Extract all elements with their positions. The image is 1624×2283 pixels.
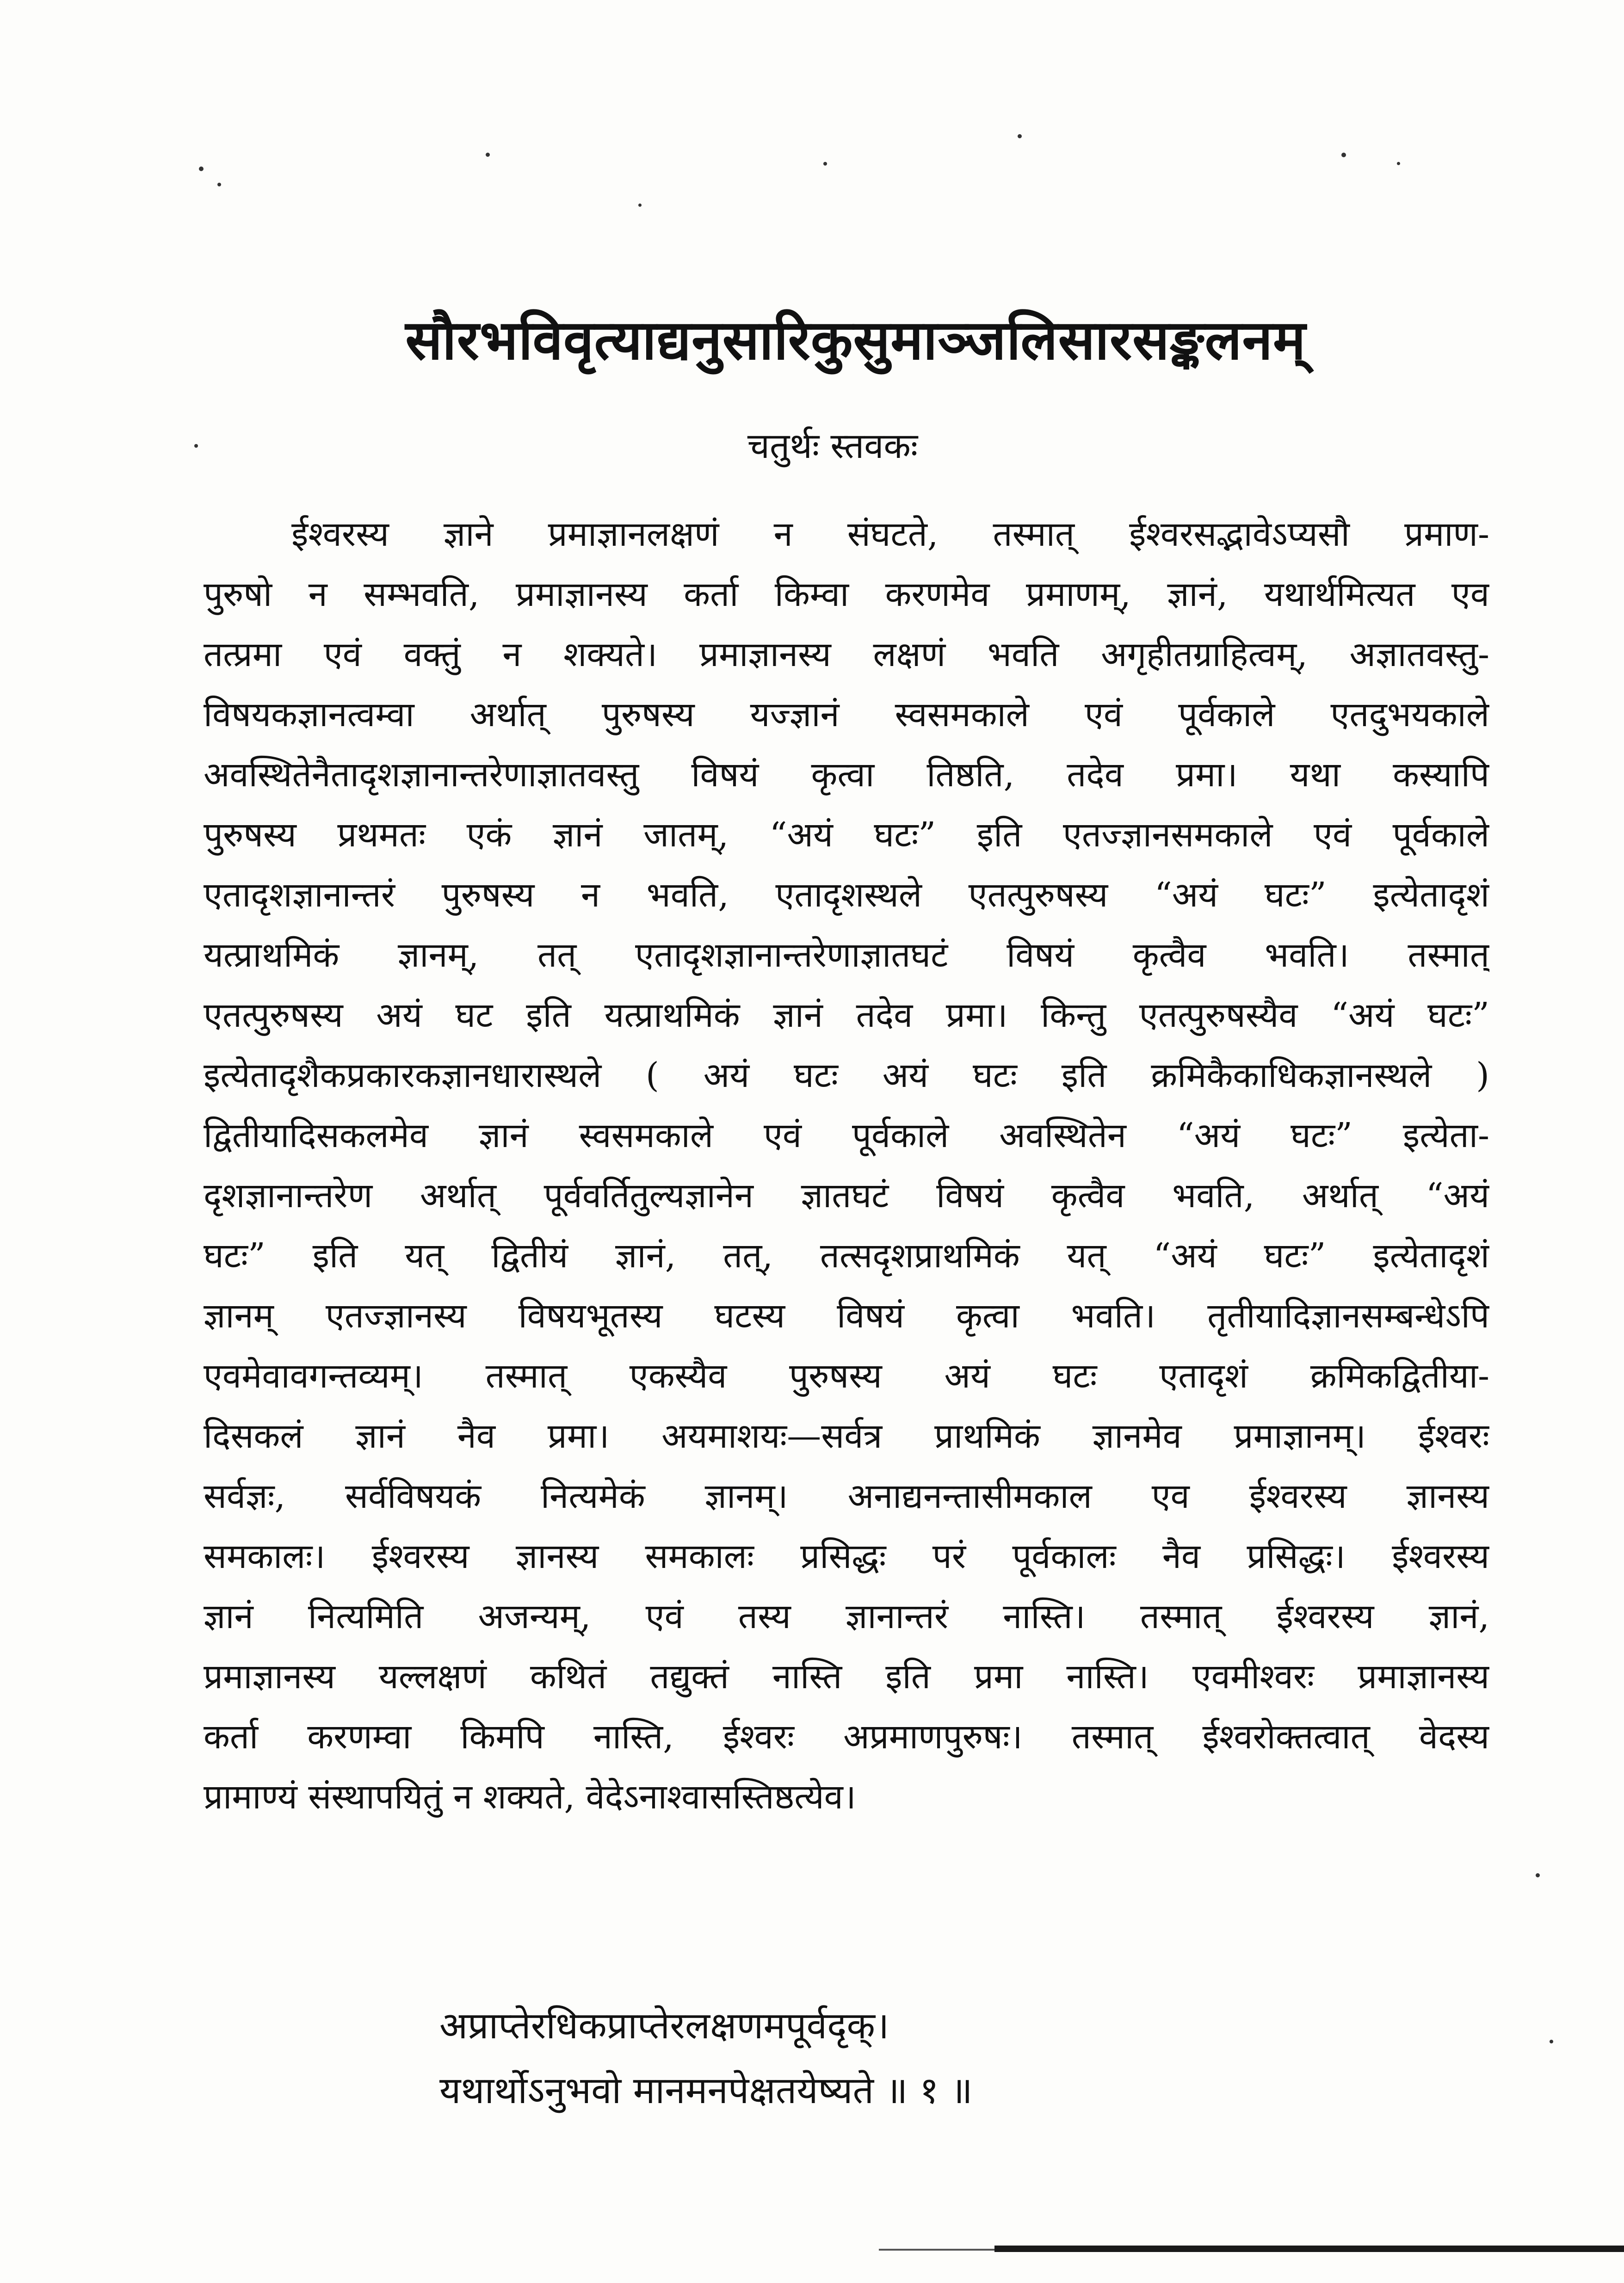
body-line: घटः” इति यत् द्वितीयं ज्ञानं, तत्, तत्सदृशप्राथमिकं यत् “अयं घटः” इत्येतादृशं [204, 1236, 1489, 1276]
body-line: एवमेवावगन्तव्यम्। तस्मात् एकस्यैव पुरुषस्य अयं घटः एतादृशं क्रमिकद्वितीया- [204, 1356, 1489, 1396]
body-line: प्रमाज्ञानस्य यल्लक्षणं कथितं तद्युक्तं नास्ति इति प्रमा नास्ति। एवमीश्वरः प्रमाज्ञानस्य [204, 1657, 1489, 1697]
page-edge-rule [994, 2246, 1624, 2252]
scan-speck [199, 167, 204, 171]
body-line: ज्ञानं नित्यमिति अजन्यम्, एवं तस्य ज्ञानान्तरं नास्ति। तस्मात् ईश्वरस्य ज्ञानं, [204, 1597, 1489, 1636]
scan-speck [823, 162, 827, 166]
scan-speck [194, 444, 198, 448]
body-line: एतत्पुरुषस्य अयं घट इति यत्प्राथमिकं ज्ञानं तदेव प्रमा। किन्तु एतत्पुरुषस्यैव “अयं घटः” [204, 995, 1489, 1035]
scan-speck [1536, 1873, 1540, 1877]
body-line: पुरुषस्य प्रथमतः एकं ज्ञानं जातम्, “अयं घटः” इति एतज्ज्ञानसमकाले एवं पूर्वकाले [204, 815, 1489, 855]
body-line: कर्ता करणम्वा किमपि नास्ति, ईश्वरः अप्रमाणपुरुषः। तस्मात् ईश्वरोक्तत्वात् वेदस्य [204, 1717, 1489, 1757]
body-line: द्वितीयादिसकलमेव ज्ञानं स्वसमकाले एवं पूर्वकाले अवस्थितेन “अयं घटः” इत्येता- [204, 1116, 1489, 1155]
scan-speck [638, 204, 642, 207]
verse-line: यथार्थोऽनुभवो मानमनपेक्षतयेष्यते ॥ १ ॥ [439, 2069, 973, 2112]
body-line: इत्येतादृशैकप्रकारकज्ञानधारास्थले ( अयं घटः अयं घटः इति क्रमिकैकाधिकज्ञानस्थले ) [204, 1055, 1489, 1095]
page-title: सौरभविवृत्याद्यनुसारिकुसुमाञ्जलिसारसङ्कलनम् [405, 308, 1306, 372]
body-line: समकालः। ईश्वरस्य ज्ञानस्य समकालः प्रसिद्धः परं पूर्वकालः नैव प्रसिद्धः। ईश्वरस्य [204, 1536, 1489, 1576]
chapter-subtitle: चतुर्थः स्तवकः [747, 425, 918, 466]
body-line: ज्ञानम् एतज्ज्ञानस्य विषयभूतस्य घटस्य विषयं कृत्वा भवति। तृतीयादिज्ञानसम्बन्धेऽपि [204, 1296, 1489, 1336]
scan-speck [1341, 153, 1346, 157]
body-line: प्रामाण्यं संस्थापयितुं न शक्यते, वेदेऽनाश्वासस्तिष्ठत्येव। [204, 1777, 856, 1817]
scan-speck [1550, 2040, 1553, 2043]
body-line: ईश्वरस्य ज्ञाने प्रमाज्ञानलक्षणं न संघटते, तस्मात् ईश्वरसद्भावेऽप्यसौ प्रमाण- [291, 514, 1489, 554]
body-paragraph [204, 504, 1489, 1827]
body-line: विषयकज्ञानत्वम्वा अर्थात् पुरुषस्य यज्ज्ञानं स्वसमकाले एवं पूर्वकाले एतदुभयकाले [204, 695, 1489, 734]
page-edge-rule [879, 2249, 999, 2251]
body-line: यत्प्राथमिकं ज्ञानम्, तत् एतादृशज्ञानान्तरेणाज्ञातघटं विषयं कृत्वैव भवति। तस्मात् [204, 935, 1489, 975]
body-line: दिसकलं ज्ञानं नैव प्रमा। अयमाशयः—सर्वत्र प्राथमिकं ज्ञानमेव प्रमाज्ञानम्। ईश्वरः [204, 1416, 1489, 1456]
verse-line: अप्राप्तेरधिकप्राप्तेरलक्षणमपूर्वदृक्। [439, 2004, 889, 2047]
body-line: सर्वज्ञः, सर्वविषयकं नित्यमेकं ज्ञानम्। अनाद्यनन्तासीमकाल एव ईश्वरस्य ज्ञानस्य [204, 1476, 1489, 1516]
scan-speck [217, 183, 221, 186]
body-line: पुरुषो न सम्भवति, प्रमाज्ञानस्य कर्ता किम्वा करणमेव प्रमाणम्, ज्ञानं, यथार्थमित्यत एव [204, 574, 1489, 614]
verse-block [439, 1993, 1318, 2123]
scan-speck [1397, 162, 1400, 165]
scan-speck [1018, 134, 1022, 138]
body-line: तत्प्रमा एवं वक्तुं न शक्यते। प्रमाज्ञानस्य लक्षणं भवति अगृहीतग्राहित्वम्, अज्ञातवस्तु- [204, 635, 1489, 674]
body-line: अवस्थितेनैतादृशज्ञानान्तरेणाज्ञातवस्तु विषयं कृत्वा तिष्ठति, तदेव प्रमा। यथा कस्यापि [204, 755, 1489, 795]
body-line: दृशज्ञानान्तरेण अर्थात् पूर्ववर्तितुल्यज्ञानेन ज्ञातघटं विषयं कृत्वैव भवति, अर्थात् “अयं [204, 1176, 1489, 1216]
scan-speck [486, 153, 490, 157]
body-line: एतादृशज्ञानान्तरं पुरुषस्य न भवति, एतादृशस्थले एतत्पुरुषस्य “अयं घटः” इत्येतादृशं [204, 875, 1489, 915]
